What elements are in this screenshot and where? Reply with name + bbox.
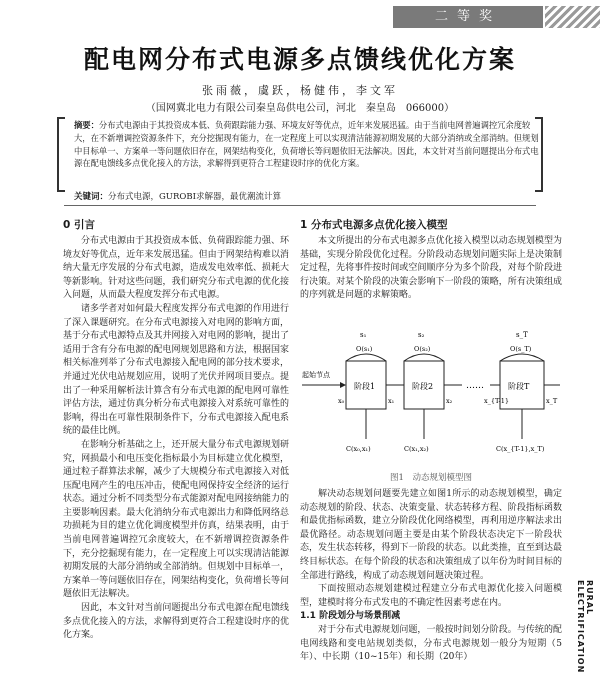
keywords (74, 190, 281, 202)
dynamic-programming-figure (300, 327, 562, 467)
keywords-label: 关键词： (74, 192, 109, 202)
subsection-heading: 1.1 阶段划分与场景削减 (300, 611, 401, 622)
section-heading-intro: 0 引言 (63, 219, 95, 231)
cT-label: C(x_{T-1},x_T) (496, 445, 545, 453)
authors: 张雨薇，虞跃，杨健伟，李文军 (202, 84, 398, 97)
start-arrowhead (340, 382, 346, 388)
ellipsis: …… (466, 381, 484, 391)
stage2-label: 阶段2 (412, 382, 434, 391)
affiliation: （国网冀北电力有限公司秦皇岛供电公司，河北 秦皇岛 066000） (145, 103, 455, 114)
award-badge: 二等奖 (393, 6, 543, 28)
paragraph: 在影响分析基础之上，还开展大量分布式电源规划研究，网损最小和电压变化指标最小为目标建立优化模型，通过粒子群算法求解，减少了大规模分布式电源接入对低压配电网产生的电压冲击，使配电网保持安全经济的运行状态。通过分析不同类型分布式能源对配电网接纳能力的主要影响因素。最大化消纳分布式电源出力和降低网络总功损耗为目的建立优化调度模型并仿真，结果表明，由于当前电网普遍调控冗余度较大，在不新增调控资源条件下，充分挖掘现有能力，在一定程度上可以实现清洁能源初期发展的大部分消纳或全部消纳。但规划中目标单一，方案单一等问题依旧存在，网架结构变化，负荷增长等问题依旧无法解决。 (63, 439, 289, 600)
x2-label: x₂ (446, 397, 453, 405)
stage1-label: 阶段1 (354, 382, 376, 391)
badge-decoration (545, 6, 600, 28)
paragraph: 分布式电源由于其投资成本低、负荷跟踪能力强、环境友好等优点，近年来发展迅猛。但由于网架结构难以消纳大量无序发展的分布式电源，造成发电效率低、损耗大等新影响。针对这些问题，我们研究分布式电源的优化接入问题，从而最大程度发挥分布式电源。 (63, 236, 289, 301)
abstract (64, 116, 552, 174)
header-divider (64, 205, 536, 206)
side-journal-label: RURAL ELECTRIFICATION (576, 580, 594, 674)
paragraph: 解决动态规划问题要先建立如图1所示的动态规划模型，确定动态规划的阶段、状态、决策变量、状态转移方程、阶段指标函数和最优指标函数，建立分阶段优化网络模型，再利用逆序解法求出最优路径。动态规划问题主要是由某个阶段状态决定下一阶段状态，发生状态转移，得到下一阶段的状态。以此类推，直至到达最终目标状态。在每个阶段的状态和决策组成了以年份为时间目标的全部进行路线，构成了动态规划问题决策过程。 (300, 489, 562, 581)
c1-label: C(x₀,x₁) (346, 445, 371, 453)
x1-label: x₁ (388, 397, 395, 405)
o2-label: O(s₂) (414, 345, 431, 353)
figure-caption: 图1 动态规划模型图 (390, 473, 472, 483)
paragraph: 本文所提出的分布式电源多点优化接入模型以动态规划模型为基础，实现分阶段优化过程。分阶段动态规划问题实际上是决策制定过程，先将事件按时间或空间顺序分为多个阶段，对每个阶段进行决策。对某个阶段的决策会影响下一阶段的策略，所有决策组成的序列就是问题的求解策略。 (300, 236, 562, 301)
o1-label: O(s₁) (356, 345, 373, 353)
arc-stage2 (404, 354, 444, 361)
arc-stageT (500, 354, 544, 361)
oT-label: O(s_T) (510, 345, 532, 353)
left-column (63, 235, 289, 643)
arc-stage1 (346, 354, 386, 361)
abstract-text: 分布式电源由于其投资成本低、负荷跟踪能力强、环境友好等优点，近年来发展迅猛。由于当前电网普遍调控冗余度较大，在不新增调控资源条件下，充分挖掘现有能力，在一定程度上可以实现清洁能源初期发展的大部分消纳或全部消纳。但规划中目标单一、方案单一等问题依旧存在，网架结构变化，负荷增长等问题依旧无法解决。因此，本文针对当前问题提出分布式电源在配电馈线多点优化接入的方法，求解得到更符合工程建设时序的优化方案。 (74, 120, 539, 169)
right-column-bottom (300, 488, 562, 665)
paragraph: 对于分布式电源规划问题，一般按时间划分阶段。与传统的配电网线路和变电站规划类似，分布式电源规划一般分为短期（5年）、中长期（10~15年）和长期（20年） (300, 624, 562, 663)
keywords-text: 分布式电源，GUROBI求解器，最优潮流计算 (108, 192, 281, 202)
c2-label: C(x₁,x₂) (404, 445, 429, 453)
fig-start-label: 起始节点 (302, 371, 330, 379)
s1-label: s₁ (360, 331, 367, 339)
paragraph: 下面按照动态规划建模过程建立分布式电源优化接入问题模型，建模时将分布式发电的不确定性因素考虑在内。 (300, 584, 562, 608)
right-column-top (300, 235, 562, 303)
section-heading-model: 1 分布式电源多点优化接入模型 (300, 219, 448, 231)
x0-label: x₀ (338, 397, 345, 405)
stageT-label: 阶段T (508, 382, 530, 391)
paragraph: 因此，本文针对当前问题提出分布式电源在配电馈线多点优化接入的方法，求解得到更符合工程建设时序的优化方案。 (63, 603, 289, 641)
page-title: 配电网分布式电源多点馈线优化方案 (83, 45, 516, 74)
paragraph: 诸多学者对如何最大程度发挥分布式电源的作用进行了深入课题研究。在分布式电源接入对电网的影响方面，基于分布式电源特点及其并网接入对电网的影响，提出了适用于含有分布电源的配电网规划思路和方法，根据国家相关标准列举了分布式电源接入配电网的部分技术要求，并通过光伏电站规划应用，说明了光伏并网项目要点。提出了一种采用解析法计算含有分布式电源的配电网可靠性评估方法，通过仿真分析分布式电源接入对系统可靠性的影响，得出在可靠性限制条件下，分布式电源接入配电系统的最佳比例。 (63, 303, 289, 437)
xT1-label: x_{T-1} (484, 397, 510, 405)
xT-label: x_T (546, 397, 558, 405)
s2-label: s₂ (418, 331, 425, 339)
abstract-label: 摘要： (74, 120, 99, 130)
sT-label: s_T (516, 331, 528, 339)
